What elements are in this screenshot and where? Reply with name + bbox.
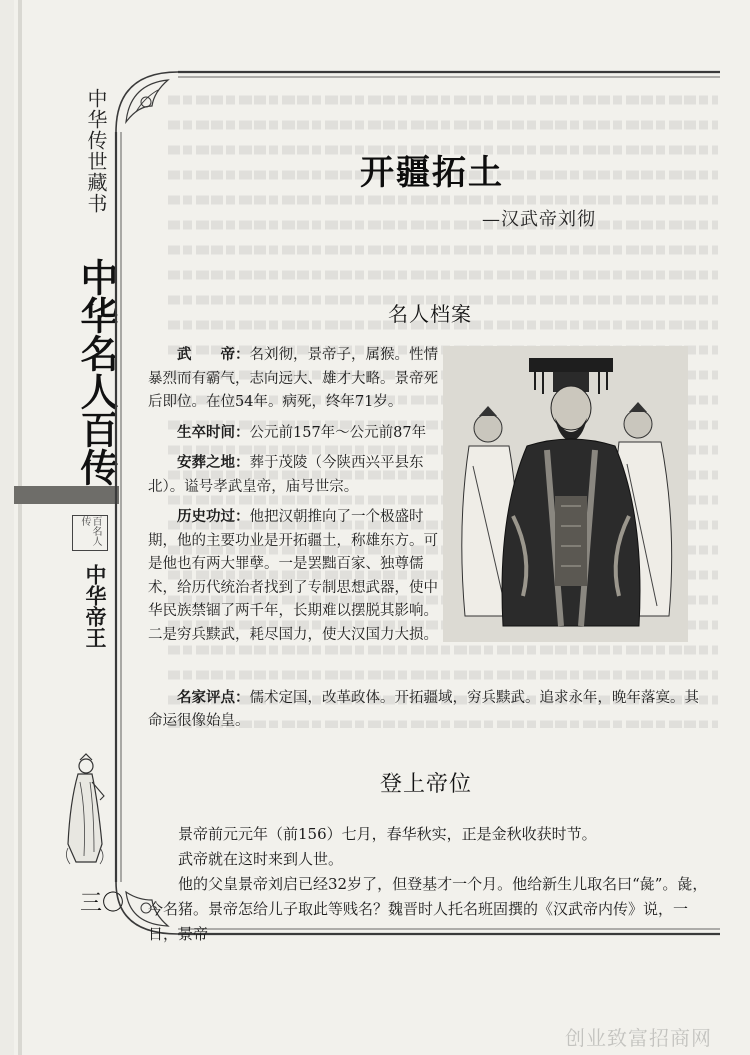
entry-text: 公元前157年～公元前87年 <box>249 424 427 441</box>
page-number: 三〇 <box>80 891 125 916</box>
paragraph: 武帝就在这时来到人世。 <box>178 850 344 868</box>
seal-text: 百名人传 <box>79 516 101 546</box>
review-text: 儒术定国，改革政体。开拓疆域，穷兵黩武。追求永年，晚年落寞。其命运很像始皇。 <box>148 690 699 729</box>
sidebar-band <box>14 486 119 504</box>
category-label: 中华帝王 <box>83 564 108 648</box>
entry-label: 历史功过： <box>177 509 250 525</box>
book-title: 中华名人百传 <box>74 258 118 486</box>
profile-entries <box>148 344 448 654</box>
series-title: 中华传世藏书 <box>84 88 108 214</box>
profile-review <box>148 687 703 733</box>
entry-label: 生卒时间： <box>177 424 250 441</box>
seal-stamp <box>72 515 108 551</box>
article-subtitle: —汉武帝刘彻 <box>482 209 596 230</box>
paragraph: 他的父皇景帝刘启已经32岁了，但登基才一个月。他给新生儿取名曰“彘”。彘，今名猪。景帝怎给儿子取此等贱名？魏晋时人托名班固撰的《汉武帝内传》说，一日，景帝 <box>148 875 708 943</box>
entry-label: 安葬之地： <box>177 455 250 471</box>
watermark: 创业致富招商网 <box>565 1026 712 1050</box>
emperor-portrait-illustration <box>443 346 688 642</box>
entry-text: 他把汉朝推向了一个极盛时期，他的主要功业是开拓疆土，称雄东方。可是他也有两大罪孽。一是罢黜百家、独尊儒术，给历代统治者找到了专制思想武器，使中华民族禁锢了两千年，长期难以摆脱其影响。二是穷兵黩武，耗尽国力，使大汉国力大损。 <box>148 509 438 643</box>
page-spine-edge <box>18 0 22 1055</box>
entry-text: 葬于茂陵（今陕西兴平县东北）。谥号孝武皇帝，庙号世宗。 <box>148 455 424 495</box>
profile-entry-merits <box>148 506 448 647</box>
profile-heading: 名人档案 <box>388 302 472 326</box>
profile-entry-lifespan <box>148 422 448 446</box>
profile-entry-emperor <box>148 344 448 415</box>
review-label: 名家评点： <box>177 690 250 706</box>
section-heading: 登上帝位 <box>380 772 473 797</box>
scholar-figure-illustration <box>60 752 108 868</box>
entry-text: 名刘彻，景帝子，属猴。性情暴烈而有霸气，志向远大、雄才大略。景帝死后即位。在位54年。病死，终年71岁。 <box>148 347 438 410</box>
article-title: 开疆拓土 <box>360 153 504 193</box>
paragraph: 景帝前元元年（前156）七月，春华秋实，正是金秋收获时节。 <box>178 825 597 843</box>
section-body <box>148 822 708 947</box>
profile-entry-burial <box>148 452 448 499</box>
entry-label: 武 帝： <box>177 347 250 363</box>
